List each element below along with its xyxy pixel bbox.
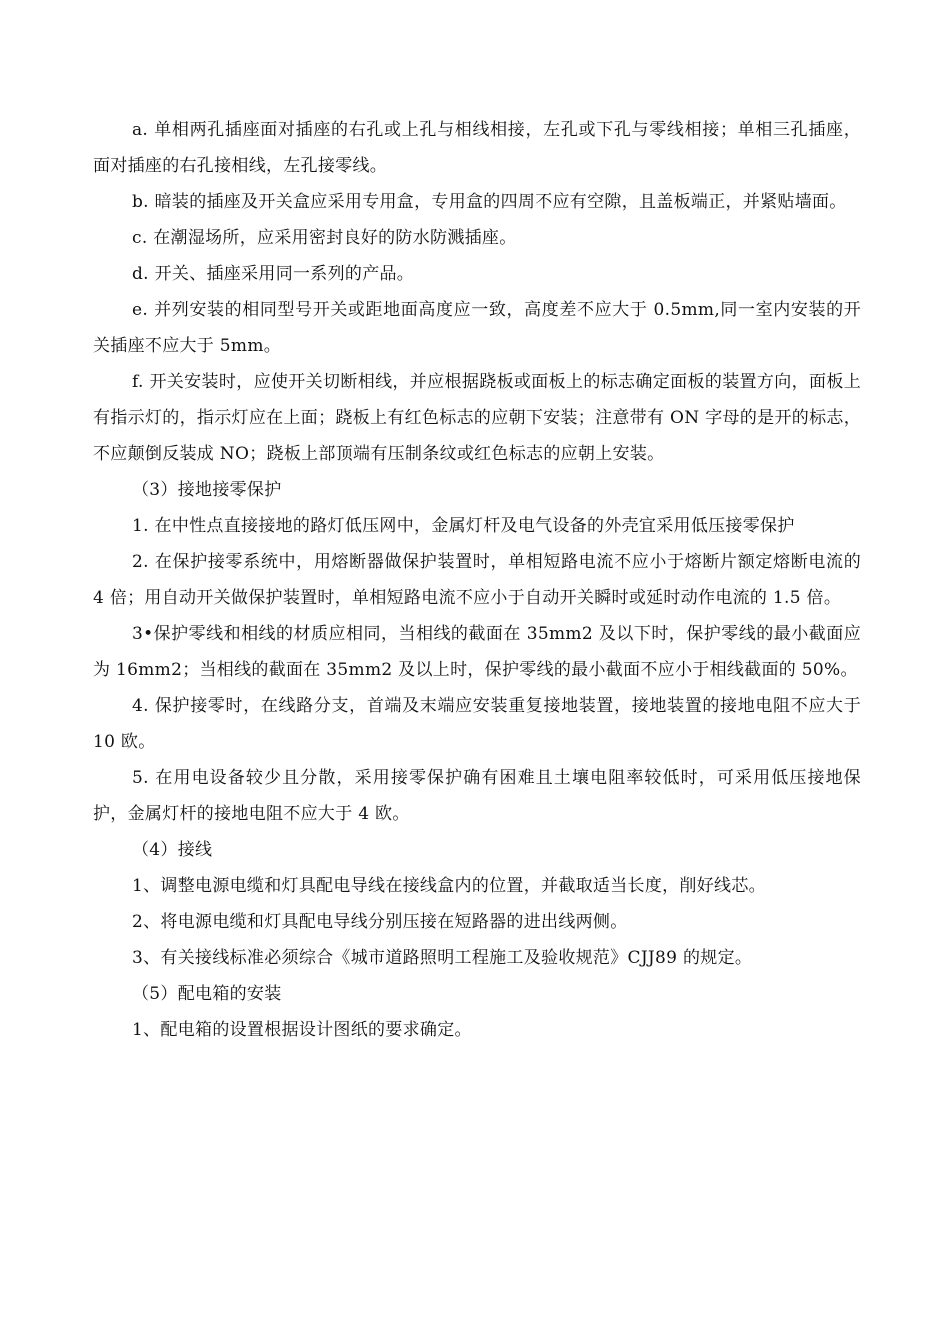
section-heading-distribution-box: （5）配电箱的安装 bbox=[132, 984, 282, 1004]
paragraph-grounding-3: 3•保护零线和相线的材质应相同，当相线的截面在 35mm2 及以下时，保护零线的最小截面应为 16mm2；当相线的截面在 35mm2 及以上时，保护零线的最小截面不应小于相线截面的 50%。 bbox=[93, 624, 861, 680]
paragraph-grounding-1: 1. 在中性点直接接地的路灯低压网中，金属灯杆及电气设备的外壳宜采用低压接零保护 bbox=[132, 516, 795, 536]
document-body bbox=[93, 112, 861, 1048]
paragraph-distribution-box-1: 1、配电箱的设置根据设计图纸的要求确定。 bbox=[132, 1020, 472, 1040]
section-heading-wiring: （4）接线 bbox=[132, 840, 213, 860]
paragraph-wiring-1: 1、调整电源电缆和灯具配电导线在接线盒内的位置，并截取适当长度，削好线芯。 bbox=[132, 876, 766, 896]
paragraph-grounding-4: 4. 保护接零时，在线路分支，首端及末端应安装重复接地装置，接地装置的接地电阻不应大于 10 欧。 bbox=[93, 696, 861, 752]
paragraph-socket-wiring: a. 单相两孔插座面对插座的右孔或上孔与相线相接，左孔或下孔与零线相接；单相三孔插座，面对插座的右孔接相线，左孔接零线。 bbox=[93, 120, 861, 176]
paragraph-grounding-5: 5. 在用电设备较少且分散，采用接零保护确有困难且土壤电阻率较低时，可采用低压接地保护，金属灯杆的接地电阻不应大于 4 欧。 bbox=[93, 768, 861, 824]
paragraph-damp-location: c. 在潮湿场所，应采用密封良好的防水防溅插座。 bbox=[132, 228, 517, 248]
paragraph-wiring-3: 3、有关接线标准必须综合《城市道路照明工程施工及验收规范》CJJ89 的规定。 bbox=[132, 948, 753, 968]
paragraph-concealed-box: b. 暗装的插座及开关盒应采用专用盒，专用盒的四周不应有空隙，且盖板端正，并紧贴墙面。 bbox=[132, 192, 847, 212]
paragraph-switch-installation: f. 开关安装时，应使开关切断相线，并应根据跷板或面板上的标志确定面板的装置方向，面板上有指示灯的，指示灯应在上面；跷板上有红色标志的应朝下安装；注意带有 ON 字母的是开的标志，不应颠倒反装成 NO；跷板上部顶端有压制条纹或红色标志的应朝上安装。 bbox=[93, 372, 861, 464]
paragraph-grounding-2: 2. 在保护接零系统中，用熔断器做保护装置时，单相短路电流不应小于熔断片额定熔断电流的 4 倍；用自动开关做保护装置时，单相短路电流不应小于自动开关瞬时或延时动作电流的 1.5 倍。 bbox=[93, 552, 861, 608]
paragraph-installation-height: e. 并列安装的相同型号开关或距地面高度应一致，高度差不应大于 0.5mm,同一室内安装的开关插座不应大于 5mm。 bbox=[93, 300, 861, 356]
section-heading-grounding: （3）接地接零保护 bbox=[132, 480, 282, 500]
paragraph-same-series: d. 开关、插座采用同一系列的产品。 bbox=[132, 264, 415, 284]
paragraph-wiring-2: 2、将电源电缆和灯具配电导线分别压接在短路器的进出线两侧。 bbox=[132, 912, 628, 932]
